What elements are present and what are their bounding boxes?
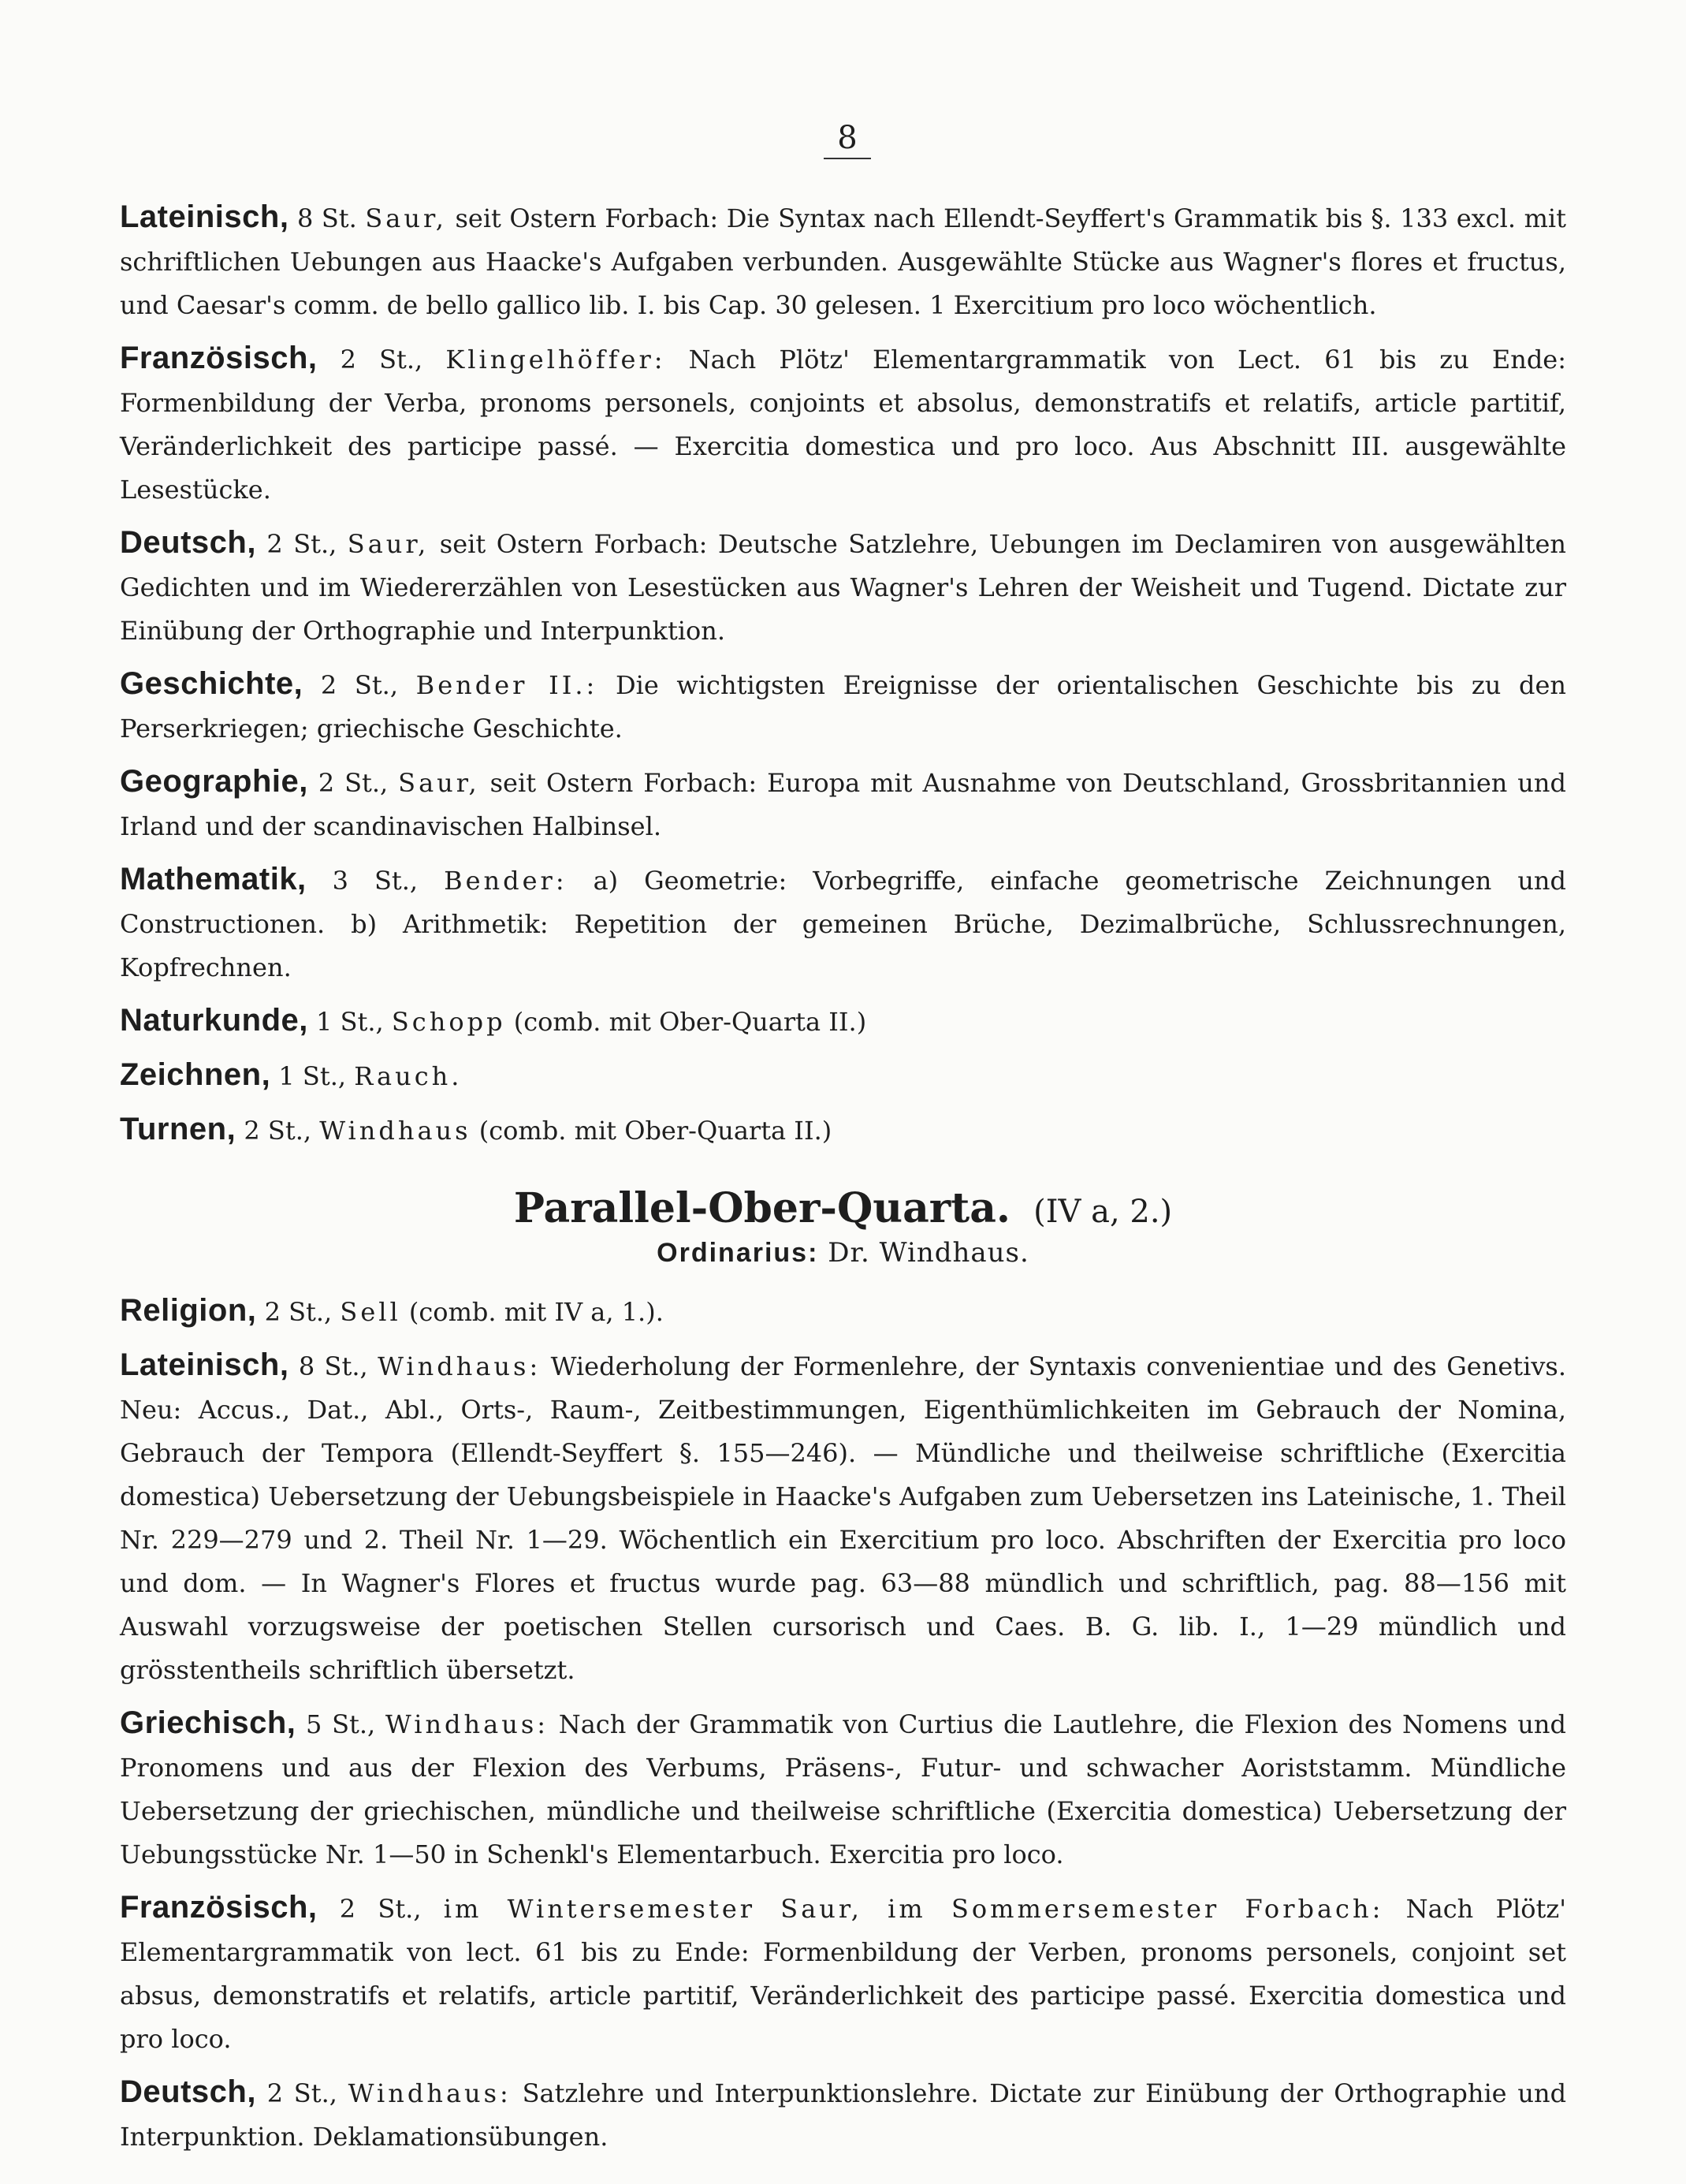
subject-hours: 5 St., <box>306 1709 376 1739</box>
subject-name: Französisch, <box>120 341 318 375</box>
subject-teacher: Saur, <box>365 203 447 233</box>
subject-description: (comb. mit Ober-Quarta II.) <box>513 1007 867 1037</box>
subject-entry <box>120 760 1566 848</box>
subject-entry <box>120 858 1566 990</box>
subject-entry <box>120 1344 1566 1692</box>
subject-teacher: Saur, <box>398 768 480 798</box>
subject-hours: 2 St., <box>264 1297 333 1327</box>
subject-description: seit Ostern Forbach: Deutsche Satzlehre, Uebungen im Declamiren von ausgewählten Gedichten und im Wiedererzählen von Lesestücken aus Wagner's Lehren der Weisheit und Tugend. Dictate zur Einübung der Orthographie und Interpunktion. <box>120 529 1567 646</box>
subject-description: Nach Plötz' Elementargrammatik von Lect. 61 bis zu Ende: Formenbildung der Verba, pronoms personels, conjoints et absolus, demonstratifs et relatifs, article partitif, Veränderlichkeit des participe passé. — Exercitia domestica und pro loco. Aus Abschnitt III. ausgewählte Lesestücke. <box>120 345 1567 505</box>
subject-description: a) Geometrie: Vorbegriffe, einfache geometrische Zeichnungen und Constructionen. b) Arithmetik: Repetition der gemeinen Brüche, Dezimalbrüche, Schlussrechnungen, Kopfrechnen. <box>120 866 1567 982</box>
subject-name: Mathematik, <box>120 862 307 896</box>
subject-teacher: Windhaus: <box>348 2078 512 2108</box>
section-title: Parallel-Ober-Quarta. <box>513 1184 1010 1232</box>
subject-teacher: Windhaus: <box>378 1351 542 1381</box>
subject-description: Satzlehre und Interpunktionslehre. Dictate zur Einübung der Orthographie und Interpunktion. Deklamationsübungen. <box>120 2078 1567 2152</box>
subject-hours: 2 St., <box>266 2078 337 2108</box>
subject-entry <box>120 662 1566 751</box>
subject-entry <box>120 1289 1566 1334</box>
subject-entry <box>120 999 1566 1044</box>
subject-entry <box>120 2070 1566 2159</box>
section-class: (IV a, 2.) <box>1033 1194 1173 1230</box>
subject-entry <box>120 1053 1566 1098</box>
subject-name: Turnen, <box>120 1112 236 1146</box>
subject-description: Nach der Grammatik von Curtius die Lautlehre, die Flexion des Nomens und Pronomens und aus der Flexion des Verbums, Präsens-, Futur- und schwacher Aoriststamm. Mündliche Uebersetzung der griechischen, mündliche und theilweise schriftliche (Exercitia domestica) Uebersetzung der Uebungsstücke Nr. 1—50 in Schenkl's Elementarbuch. Exercitia pro loco. <box>120 1709 1567 1869</box>
subject-name: Religion, <box>120 1293 257 1328</box>
subject-name: Lateinisch, <box>120 1347 289 1382</box>
subject-hours: 2 St., <box>244 1116 312 1146</box>
subject-entry <box>120 1108 1566 1153</box>
subject-teacher: Rauch. <box>354 1061 463 1091</box>
section-parallel-ober-quarta-entries <box>120 1289 1566 2159</box>
subject-teacher: Sell <box>340 1297 401 1327</box>
subject-teacher: Klingelhöffer: <box>445 345 666 375</box>
subject-hours: 2 St., <box>266 529 337 559</box>
subject-name: Griechisch, <box>120 1705 296 1740</box>
subject-entry <box>120 337 1566 512</box>
subject-name: Deutsch, <box>120 2074 256 2109</box>
subject-hours: 2 St., <box>318 768 389 798</box>
subject-teacher: Bender II.: <box>415 670 598 700</box>
ordinarius-name: Dr. Windhaus. <box>828 1237 1029 1269</box>
subject-entry <box>120 196 1566 327</box>
subject-name: Geschichte, <box>120 666 303 701</box>
subject-hours: 2 St., <box>339 1894 422 1924</box>
subject-description: Wiederholung der Formenlehre, der Syntaxis convenientiae und des Genetivs. Neu: Accus., Dat., Abl., Orts-, Raum-, Zeitbestimmungen, Eigenthümlichkeiten im Gebrauch der Nomina, Gebrauch der Tempora (Ellendt-Seyffert §. 155—246). — Mündliche und theilweise schriftliche (Exercitia domestica) Uebersetzung der Uebungsbeispiele in Haacke's Aufgaben zum Uebersetzen ins Lateinische, 1. Theil Nr. 229—279 und 2. Theil Nr. 1—29. Wöchentlich ein Exercitium pro loco. Abschriften der Exercitia pro loco und dom. — In Wagner's Flores et fructus wurde pag. 63—88 mündlich und schriftlich, pag. 88—156 mit Auswahl vorzugsweise der poetischen Stellen cursorisch und Caes. B. G. lib. I., 1—29 mündlich und grösstentheils schriftlich übersetzt. <box>120 1351 1567 1685</box>
subject-teacher: Windhaus: <box>385 1709 549 1739</box>
subject-entry <box>120 1886 1566 2061</box>
subject-hours: 1 St., <box>278 1061 347 1091</box>
subject-hours: 2 St., <box>320 670 399 700</box>
document-body <box>120 196 1566 2168</box>
subject-hours: 8 St., <box>298 1351 368 1381</box>
subject-description: seit Ostern Forbach: Die Syntax nach Ellendt-Seyffert's Grammatik bis §. 133 excl. mit schriftlichen Uebungen aus Haacke's Aufgaben verbunden. Ausgewählte Stücke aus Wagner's flores et fructus, und Caesar's comm. de bello gallico lib. I. bis Cap. 30 gelesen. 1 Exercitium pro loco wöchentlich. <box>120 203 1567 320</box>
subject-name: Naturkunde, <box>120 1003 308 1038</box>
section-heading <box>120 1184 1566 1232</box>
subject-description: (comb. mit Ober-Quarta II.) <box>478 1116 832 1146</box>
subject-hours: 1 St., <box>316 1007 384 1037</box>
subject-teacher: Saur, <box>347 529 430 559</box>
subject-hours: 8 St. <box>296 203 357 233</box>
subject-description: seit Ostern Forbach: Europa mit Ausnahme von Deutschland, Grossbritannien und Irland und der scandinavischen Halbinsel. <box>120 768 1567 841</box>
page-number: 8 <box>824 120 871 159</box>
subject-description: Nach Plötz' Elementargrammatik von lect. 61 bis zu Ende: Formenbildung der Verben, pronoms personels, conjoint set absus, demonstratifs et relatifs, article partitif, Veränderlichkeit des participe passé. Exercitia domestica und pro loco. <box>120 1894 1567 2054</box>
subject-teacher: Bender: <box>444 866 568 896</box>
subject-name: Zeichnen, <box>120 1057 271 1092</box>
subject-teacher: Schopp <box>391 1007 506 1037</box>
subject-entry <box>120 521 1566 653</box>
ordinarius-line <box>120 1237 1566 1269</box>
subject-name: Französisch, <box>120 1890 318 1925</box>
subject-hours: 3 St., <box>332 866 419 896</box>
subject-teacher: im Wintersemester Saur, im Sommersemester Forbach: <box>443 1894 1384 1924</box>
subject-entry <box>120 1701 1566 1877</box>
subject-hours: 2 St., <box>340 345 423 375</box>
ordinarius-label: Ordinarius: <box>657 1238 819 1268</box>
subject-name: Deutsch, <box>120 525 256 560</box>
subject-teacher: Windhaus <box>319 1116 471 1146</box>
subject-name: Lateinisch, <box>120 199 289 234</box>
subject-name: Geographie, <box>120 764 308 799</box>
subject-description: (comb. mit IV a, 1.). <box>408 1297 664 1327</box>
section-ober-quarta-entries <box>120 196 1566 1153</box>
subject-description: Die wichtigsten Ereignisse der orientalischen Geschichte bis zu den Perserkriegen; griechische Geschichte. <box>120 670 1567 744</box>
